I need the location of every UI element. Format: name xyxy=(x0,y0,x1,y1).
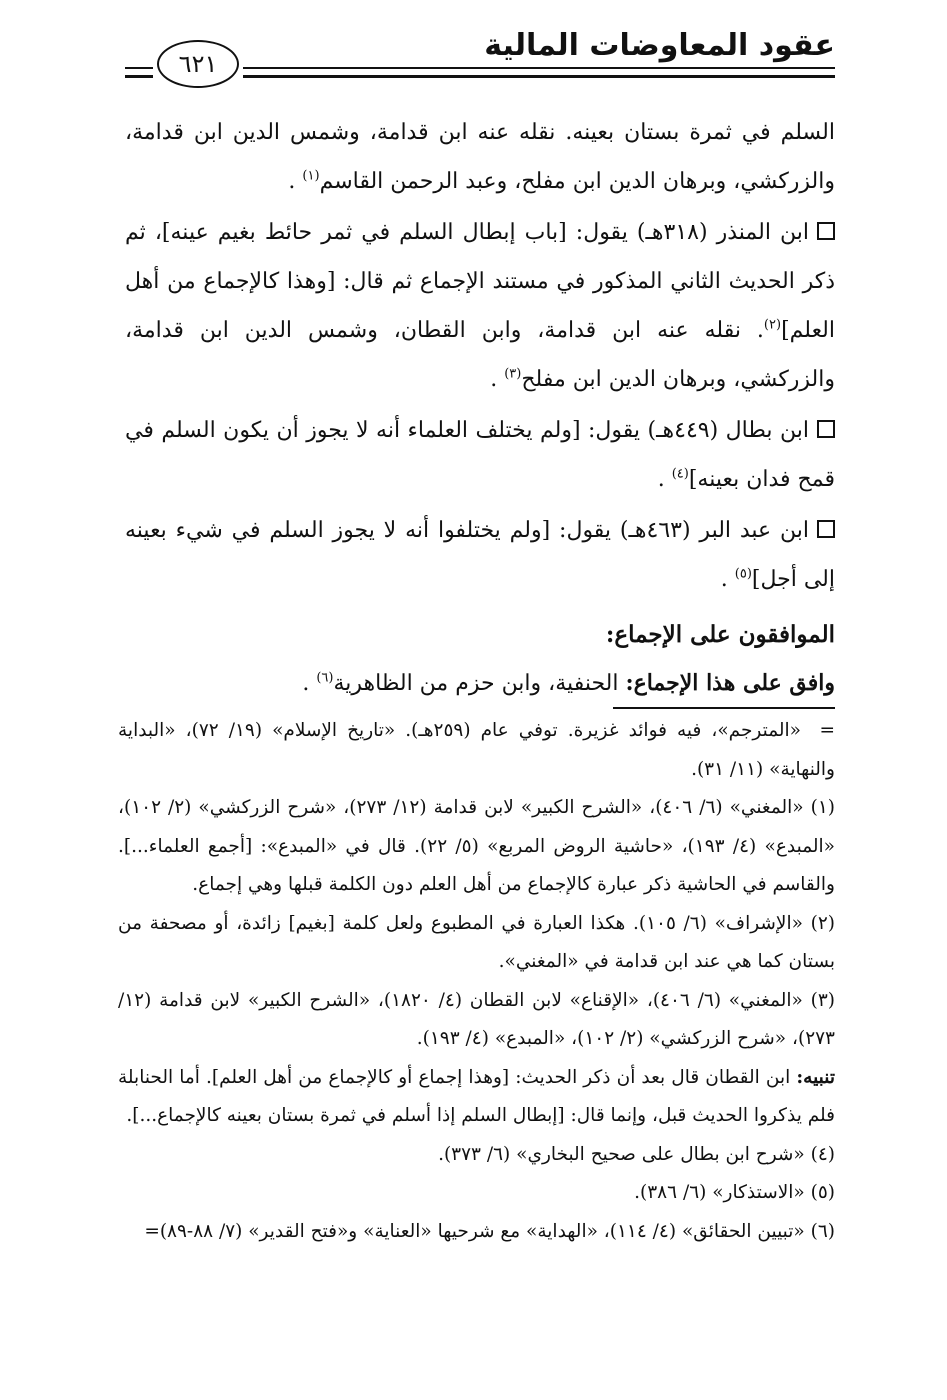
entry-ibn-battal xyxy=(125,406,835,504)
footnote-5-number: (٥) xyxy=(810,1182,835,1203)
note-text: ابن القطان قال بعد أن ذكر الحديث: [وهذا إجماع أو كالإجماع من أهل العلم]. أما الحنابلة فلم يذكروا الحديث قبل، وإنما قال: [إبطال السلم إذا أسلم في ثمرة بستان بعينه كالإجماع...]. xyxy=(118,1066,835,1126)
footnote-carryover xyxy=(118,712,835,789)
agreement-text: الحنفية، وابن حزم من الظاهرية xyxy=(333,671,626,696)
footnote-4-number: (٤) xyxy=(810,1143,835,1165)
footnote-separator xyxy=(613,707,835,709)
paragraph-2-end: . xyxy=(490,367,498,392)
footnote-6-text: «تبيين الحقائق» (٤/ ١١٤)، «الهداية» مع شرحيها «العناية» و«فتح القدير» (٧/ ٨٨-٨٩)= xyxy=(144,1220,805,1242)
paragraph-5-end: . xyxy=(302,671,310,696)
footnote-note xyxy=(118,1059,835,1136)
entry-ibn-al-mundhir-text: ابن المنذر (٣١٨هـ) يقول: [باب إبطال السلم في ثمر حائط بغيم عينه]، ثم ذكر الحديث الثاني المذكور في مستند الإجماع ثم قال: [وهذا كالإجماع من أهل العلم] xyxy=(125,220,835,343)
section-heading: الموافقون على الإجماع: xyxy=(605,621,835,648)
footnote-1-text: «المغني» (٦/ ٤٠٦)، «الشرح الكبير» لابن قدامة (١٢/ ٢٧٣)، «شرح الزركشي» (٢/ ١٠٢)، «المبدع» (٤/ ١٩٣)، «حاشية الروض المربع» (٥/ ٢٢). قال في «المبدع»: [أجمع العلماء...]. والقاسم في الحاشية ذكر عبارة كالإجماع من أهل العلم دون الكلمة قبلها وهي إجماع. xyxy=(118,797,835,895)
page-number: ٦٢١ xyxy=(157,40,239,88)
entry-ibn-abd-al-barr-text: ابن عبد البر (٤٦٣هـ) يقول: [ولم يختلفوا أنه لا يجوز السلم في شيء بعينه إلى أجل] xyxy=(125,518,835,592)
square-bullet-icon xyxy=(817,420,835,438)
footnote-carryover-text: «المترجم»، فيه فوائد غزيرة. توفي عام (٢٥٩هـ). «تاريخ الإسلام» (١٩/ ٧٢)، «البداية والنهاية» (١١/ ٣١). xyxy=(118,720,835,780)
footnote-2-number: (٢) xyxy=(810,912,835,934)
paragraph-4-end: . xyxy=(720,567,728,592)
footnote-4 xyxy=(118,1136,835,1175)
main-text xyxy=(125,108,835,710)
footnote-3 xyxy=(118,982,835,1059)
note-ref-1: (١) xyxy=(302,168,320,184)
entry-ibn-battal-text: ابن بطال (٤٤٩هـ) يقول: [ولم يختلف العلماء أنه لا يجوز أن يكون السلم في قمح فدان بعينه] xyxy=(125,418,835,492)
paragraph-3-end: . xyxy=(657,467,665,492)
entry-ibn-abd-al-barr xyxy=(125,506,835,604)
note-ref-6: (٦) xyxy=(316,670,334,686)
note-ref-4: (٤) xyxy=(671,466,689,482)
footnote-1-number: (١) xyxy=(810,797,835,818)
carryover-mark: = xyxy=(819,720,835,741)
running-title: عقود المعاوضات المالية xyxy=(484,28,835,63)
entry-ibn-al-mundhir xyxy=(125,208,835,404)
footnote-5-text: «الاستذكار» (٦/ ٣٨٦). xyxy=(634,1182,805,1203)
paragraph-1 xyxy=(125,108,835,206)
footnote-6-number: (٦) xyxy=(810,1220,835,1242)
footnote-5 xyxy=(118,1174,835,1213)
footnote-3-text: «المغني» (٦/ ٤٠٦)، «الإقناع» لابن القطان (٤/ ١٨٢٠)، «الشرح الكبير» لابن قدامة (١٢/ ٢٧٣)، «شرح الزركشي» (٢/ ١٠٢)، «المبدع» (٤/ ١٩٣). xyxy=(118,989,835,1049)
footnote-1 xyxy=(118,789,835,905)
footnote-3-number: (٣) xyxy=(810,989,835,1011)
entry-ibn-al-mundhir-text-2: . نقله عنه ابن قدامة، وابن القطان، وشمس الدين ابن قدامة، والزركشي، وبرهان الدين ابن مفلح xyxy=(125,318,835,392)
paragraph-agreement xyxy=(125,659,835,708)
note-label: تنبيه: xyxy=(796,1066,835,1088)
footnotes xyxy=(118,712,835,1251)
agreement-label: وافق على هذا الإجماع: xyxy=(625,670,835,696)
square-bullet-icon xyxy=(817,520,835,538)
note-ref-3: (٣) xyxy=(504,366,522,382)
note-ref-2: (٢) xyxy=(763,317,782,333)
footnote-2-text: «الإشراف» (٦/ ١٠٥). هكذا العبارة في المطبوع ولعل كلمة [بغيم] زائدة، أو مصحفة من بستان كما هي عند ابن قدامة في «المغني». xyxy=(118,912,835,972)
footnote-4-text: «شرح ابن بطال على صحيح البخاري» (٦/ ٣٧٣). xyxy=(438,1143,805,1165)
footnote-6 xyxy=(118,1213,835,1252)
paragraph-1-end: . xyxy=(288,169,296,194)
footnote-2 xyxy=(118,905,835,982)
square-bullet-icon xyxy=(817,222,835,240)
note-ref-5: (٥) xyxy=(734,566,752,582)
paragraph-1-text: السلم في ثمرة بستان بعينه. نقله عنه ابن قدامة، وشمس الدين ابن قدامة، والزركشي، وبرهان الدين ابن مفلح، وعبد الرحمن القاسم xyxy=(125,120,835,194)
